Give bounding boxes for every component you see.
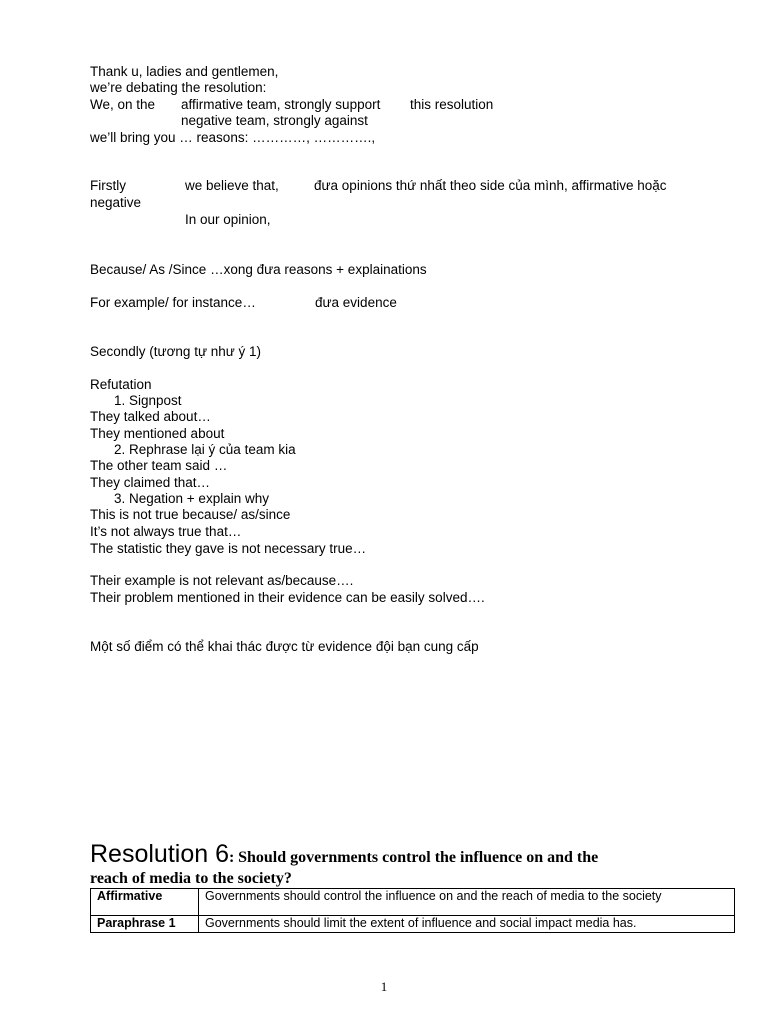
- table-cell-text: Governments should control the influence on and the reach of media to the society: [199, 889, 735, 916]
- table-row: [91, 916, 735, 933]
- firstly-note-cont: negative: [90, 195, 142, 210]
- example-note: đưa evidence: [315, 295, 397, 310]
- resolution-question-line-2: reach of media to the society?: [90, 870, 292, 887]
- refutation-line: Their problem mentioned in their evidence can be easily solved….: [90, 590, 485, 605]
- refutation-line: The other team said …: [90, 458, 228, 473]
- resolution-label: Resolution 6: [90, 840, 229, 868]
- refutation-title: Refutation: [90, 377, 152, 392]
- firstly-phrase-1: we believe that,: [185, 178, 279, 193]
- table-cell-head: Affirmative: [91, 889, 199, 916]
- refutation-line: The statistic they gave is not necessary true…: [90, 541, 367, 556]
- refutation-line: This is not true because/ as/since: [90, 507, 291, 522]
- resolution-colon: :: [228, 849, 235, 866]
- intro-line-3a: We, on the: [90, 97, 156, 112]
- secondly-line: Secondly (tương tự như ý 1): [90, 344, 262, 359]
- resolution-table: [90, 888, 735, 933]
- example-phrase: For example/ for instance…: [90, 295, 256, 310]
- intro-line-4: negative team, strongly against: [181, 113, 368, 128]
- refutation-step-3: 3. Negation + explain why: [114, 491, 269, 506]
- table-cell-head: Paraphrase 1: [91, 916, 199, 933]
- firstly-label: Firstly: [90, 178, 126, 193]
- refutation-step-1: 1. Signpost: [114, 393, 182, 408]
- refutation-line: They claimed that…: [90, 475, 211, 490]
- intro-line-5: we’ll bring you … reasons: …………, ………….,: [90, 130, 376, 145]
- resolution-heading: [90, 840, 598, 872]
- resolution-question-line-1: Should governments control the influence on and the: [238, 849, 599, 866]
- intro-line-2: we’re debating the resolution:: [90, 80, 267, 95]
- refutation-step-2: 2. Rephrase lại ý của team kia: [114, 442, 296, 457]
- table-row: [91, 889, 735, 916]
- firstly-phrase-2: In our opinion,: [185, 212, 271, 227]
- because-line: Because/ As /Since …xong đưa reasons + explainations: [90, 262, 427, 277]
- table-cell-text: Governments should limit the extent of influence and social impact media has.: [199, 916, 735, 933]
- refutation-line: They talked about…: [90, 409, 211, 424]
- refutation-line: It’s not always true that…: [90, 524, 242, 539]
- refutation-line: They mentioned about: [90, 426, 225, 441]
- intro-line-3b: affirmative team, strongly support: [181, 97, 381, 112]
- evidence-note: Một số điểm có thể khai thác được từ evidence đội bạn cung cấp: [90, 639, 479, 654]
- page-number: 1: [380, 979, 388, 994]
- refutation-line: Their example is not relevant as/because….: [90, 573, 354, 588]
- firstly-note: đưa opinions thứ nhất theo side của mình, affirmative hoặc: [314, 178, 667, 193]
- intro-line-1: Thank u, ladies and gentlemen,: [90, 64, 279, 79]
- intro-line-3c: this resolution: [410, 97, 494, 112]
